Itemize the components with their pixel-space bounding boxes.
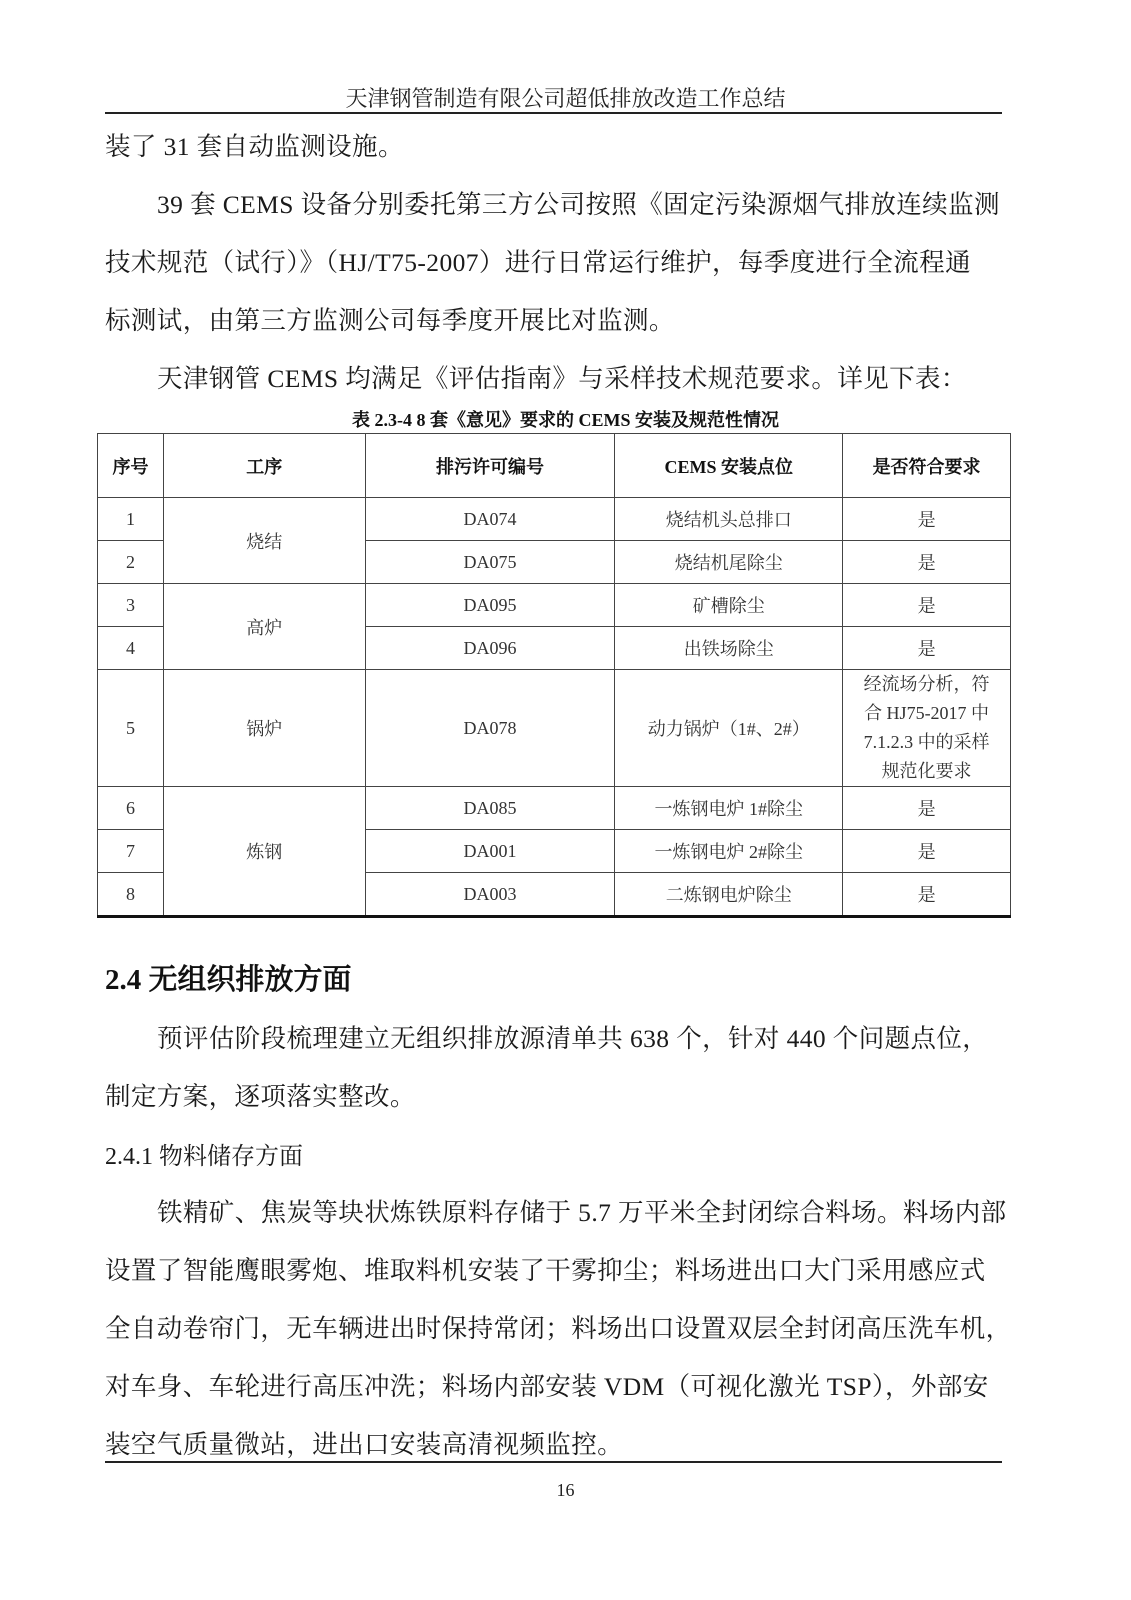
cell-permit: DA075 [365, 541, 615, 584]
paragraph-line: 装了 31 套自动监测设施。 [105, 132, 404, 161]
cell-no: 7 [98, 830, 164, 873]
table-row [98, 584, 1011, 627]
cell-no: 5 [98, 670, 164, 787]
table-header-row [98, 434, 1011, 498]
cell-compliant: 是 [843, 541, 1011, 584]
cell-no: 4 [98, 627, 164, 670]
cell-location: 一炼钢电炉 1#除尘 [615, 787, 843, 830]
cell-no: 1 [98, 498, 164, 541]
running-header-title: 天津钢管制造有限公司超低排放改造工作总结 [345, 86, 786, 111]
table-row [98, 787, 1011, 830]
cell-location: 烧结机尾除尘 [615, 541, 843, 584]
column-header-compliant: 是否符合要求 [843, 434, 1011, 498]
paragraph-line: 设置了智能鹰眼雾炮、堆取料机安装了干雾抑尘；料场进出口大门采用感应式 [105, 1256, 986, 1285]
cell-compliant: 是 [843, 873, 1011, 917]
compliant-note-line: 规范化要求 [881, 761, 972, 781]
paragraph-line: 预评估阶段梳理建立无组织排放源清单共 638 个，针对 440 个问题点位， [157, 1024, 989, 1053]
cell-location: 矿槽除尘 [615, 584, 843, 627]
column-header-location: CEMS 安装点位 [615, 434, 843, 498]
subsection-heading: 2.4.1 物料储存方面 [105, 1144, 303, 1170]
page-number: 16 [556, 1480, 575, 1500]
paragraph-line: 标测试，由第三方监测公司每季度开展比对监测。 [105, 306, 675, 335]
paragraph-line: 铁精矿、焦炭等块状炼铁原料存储于 5.7 万平米全封闭综合料场。料场内部 [157, 1198, 1007, 1227]
compliant-note-line: 经流场分析，符 [863, 674, 990, 694]
cell-location: 出铁场除尘 [615, 627, 843, 670]
cell-permit: DA078 [365, 670, 615, 787]
paragraph-line: 装空气质量微站，进出口安装高清视频监控。 [105, 1430, 624, 1459]
column-header-process: 工序 [163, 434, 365, 498]
cell-compliant: 是 [843, 787, 1011, 830]
cems-table [97, 433, 1011, 918]
table-caption: 表 2.3-4 8 套《意见》要求的 CEMS 安装及规范性情况 [352, 410, 779, 430]
cell-permit: DA085 [365, 787, 615, 830]
cell-no: 3 [98, 584, 164, 627]
paragraph-line: 39 套 CEMS 设备分别委托第三方公司按照《固定污染源烟气排放连续监测 [157, 190, 1000, 219]
cell-process-group: 高炉 [163, 584, 365, 670]
paragraph-line: 对车身、车轮进行高压冲洗；料场内部安装 VDM（可视化激光 TSP），外部安 [105, 1372, 989, 1401]
cell-no: 6 [98, 787, 164, 830]
cell-compliant: 是 [843, 584, 1011, 627]
column-header-no: 序号 [98, 434, 164, 498]
compliant-note-line: 合 HJ75-2017 中 [864, 703, 990, 723]
cell-no: 8 [98, 873, 164, 917]
section-heading: 2.4 无组织排放方面 [105, 964, 352, 996]
cell-permit: DA095 [365, 584, 615, 627]
table-row [98, 498, 1011, 541]
header-rule [105, 112, 1002, 114]
cell-process-group: 烧结 [163, 498, 365, 584]
compliant-note-line: 7.1.2.3 中的采样 [863, 732, 990, 752]
cell-location: 二炼钢电炉除尘 [615, 873, 843, 917]
cell-permit: DA074 [365, 498, 615, 541]
footer-rule [105, 1461, 1002, 1463]
cell-compliant: 是 [843, 627, 1011, 670]
cell-permit: DA001 [365, 830, 615, 873]
cell-no: 2 [98, 541, 164, 584]
paragraph-line: 技术规范（试行）》（HJ/T75-2007）进行日常运行维护，每季度进行全流程通 [105, 248, 971, 277]
cell-compliant: 是 [843, 498, 1011, 541]
paragraph-line: 全自动卷帘门，无车辆进出时保持常闭；料场出口设置双层全封闭高压洗车机， [105, 1314, 1012, 1343]
cell-process-group: 炼钢 [163, 787, 365, 917]
cell-location: 动力锅炉（1#、2#） [615, 670, 843, 787]
cell-compliant-multiline [843, 670, 1011, 787]
cell-location: 烧结机头总排口 [615, 498, 843, 541]
cell-location: 一炼钢电炉 2#除尘 [615, 830, 843, 873]
cell-process-group: 锅炉 [163, 670, 365, 787]
cell-permit: DA096 [365, 627, 615, 670]
column-header-permit: 排污许可编号 [365, 434, 615, 498]
table-row [98, 670, 1011, 787]
paragraph-line: 制定方案，逐项落实整改。 [105, 1082, 416, 1111]
cell-compliant: 是 [843, 830, 1011, 873]
paragraph-line: 天津钢管 CEMS 均满足《评估指南》与采样技术规范要求。详见下表： [157, 364, 967, 393]
cell-permit: DA003 [365, 873, 615, 917]
